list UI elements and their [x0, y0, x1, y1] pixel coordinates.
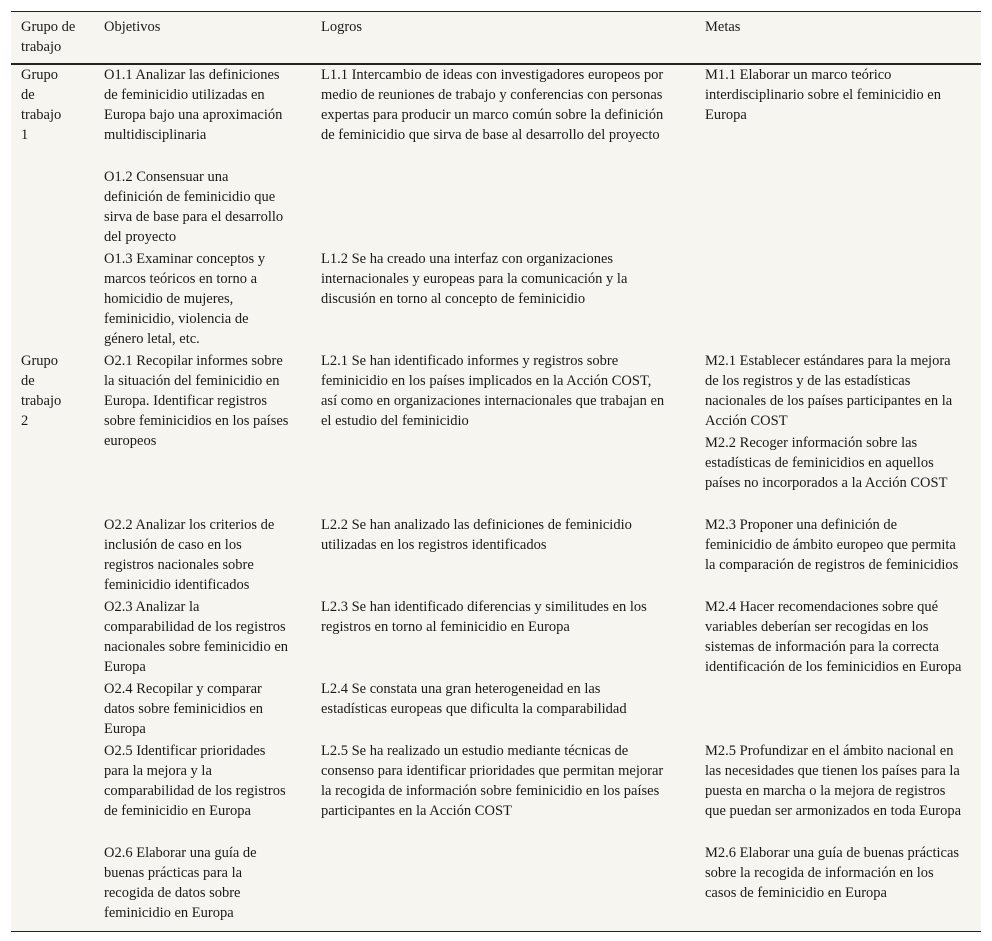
- objetivo-o2-5: O2.5 Identificar prioridades para la mejora y la comparabilidad de los registros de feminicidio en Europa: [104, 743, 286, 819]
- meta-m2-2: M2.2 Recoger información sobre las estadísticas de feminicidios en aquellos países no incorporados a la Acción COST: [705, 435, 948, 491]
- logro-l1-2: L1.2 Se ha creado una interfaz con organizaciones internacionales y europeas para la comunicación y la discusión en torno al concepto de feminicidio: [321, 251, 628, 307]
- objetivo-o2-3: O2.3 Analizar la comparabilidad de los registros nacionales sobre feminicidio en Europa: [104, 599, 289, 675]
- header-logros: Logros: [321, 19, 363, 35]
- group-2-name: Grupo de trabajo 2: [21, 353, 62, 429]
- objetivo-o1-2: O1.2 Consensuar una definición de feminicidio que sirva de base para el desarrollo del proyecto: [104, 169, 284, 245]
- logro-l2-2: L2.2 Se han analizado las definiciones de feminicidio utilizadas en los registros identificados: [321, 517, 632, 553]
- data-table: [11, 11, 981, 932]
- header-objetivos: Objetivos: [104, 19, 161, 35]
- meta-m2-3: M2.3 Proponer una definición de feminicidio de ámbito europeo que permita la comparación de registros de feminicidios: [705, 517, 959, 573]
- meta-m2-6: M2.6 Elaborar una guía de buenas prácticas sobre la recogida de información en los casos de feminicidio en Europa: [705, 845, 960, 901]
- logro-l1-1: L1.1 Intercambio de ideas con investigadores europeos por medio de reuniones de trabajo y conferencias con personas expertas para producir un marco común sobre la definición de feminicidio que sirva de base al desarrollo del proyecto: [321, 67, 664, 143]
- meta-m1-1: M1.1 Elaborar un marco teórico interdisciplinario sobre el feminicidio en Europa: [705, 67, 941, 123]
- objetivo-o2-6: O2.6 Elaborar una guía de buenas prácticas para la recogida de datos sobre feminicidio en Europa: [104, 845, 257, 921]
- objetivo-o2-1: O2.1 Recopilar informes sobre la situación del feminicidio en Europa. Identificar registros sobre feminicidios en los países europeos: [104, 353, 289, 449]
- header-grupo: Grupo de trabajo: [21, 19, 76, 55]
- objetivo-o1-1: O1.1 Analizar las definiciones de feminicidio utilizadas en Europa bajo una aproximación multidisciplinaria: [104, 67, 283, 143]
- table-header: [11, 12, 981, 65]
- logro-l2-5: L2.5 Se ha realizado un estudio mediante técnicas de consenso para identificar prioridades que permitan mejorar la recogida de información sobre feminicidio en los países participantes en la Acción COST: [321, 743, 664, 819]
- meta-m2-4: M2.4 Hacer recomendaciones sobre qué variables deberían ser recogidas en los sistemas de información para la correcta identificación de los feminicidios en Europa: [705, 599, 962, 675]
- logro-l2-1: L2.1 Se han identificado informes y registros sobre feminicidio en los países implicados en la Acción COST, así como en organizaciones internacionales que trabajan en el estudio del feminicidio: [321, 353, 665, 429]
- objetivo-o2-2: O2.2 Analizar los criterios de inclusión de caso en los registros nacionales sobre feminicidio identificados: [104, 517, 275, 593]
- group-1-name: Grupo de trabajo 1: [21, 67, 62, 143]
- header-metas: Metas: [705, 19, 741, 35]
- logro-l2-4: L2.4 Se constata una gran heterogeneidad en las estadísticas europeas que dificulta la comparabilidad: [321, 681, 627, 717]
- meta-m2-1: M2.1 Establecer estándares para la mejora de los registros y de las estadísticas nacionales de los países participantes en la Acción COST: [705, 353, 953, 429]
- objetivo-o2-4: O2.4 Recopilar y comparar datos sobre feminicidios en Europa: [104, 681, 264, 737]
- meta-m2-5: M2.5 Profundizar en el ámbito nacional en las necesidades que tienen los países para la puesta en marcha o la mejora de registros que puedan ser armonizados en toda Europa: [705, 743, 962, 819]
- objetivo-o1-3: O1.3 Examinar conceptos y marcos teóricos en torno a homicidio de mujeres, feminicidio, violencia de género letal, etc.: [104, 251, 266, 347]
- logro-l2-3: L2.3 Se han identificado diferencias y similitudes en los registros en torno al feminicidio en Europa: [321, 599, 647, 635]
